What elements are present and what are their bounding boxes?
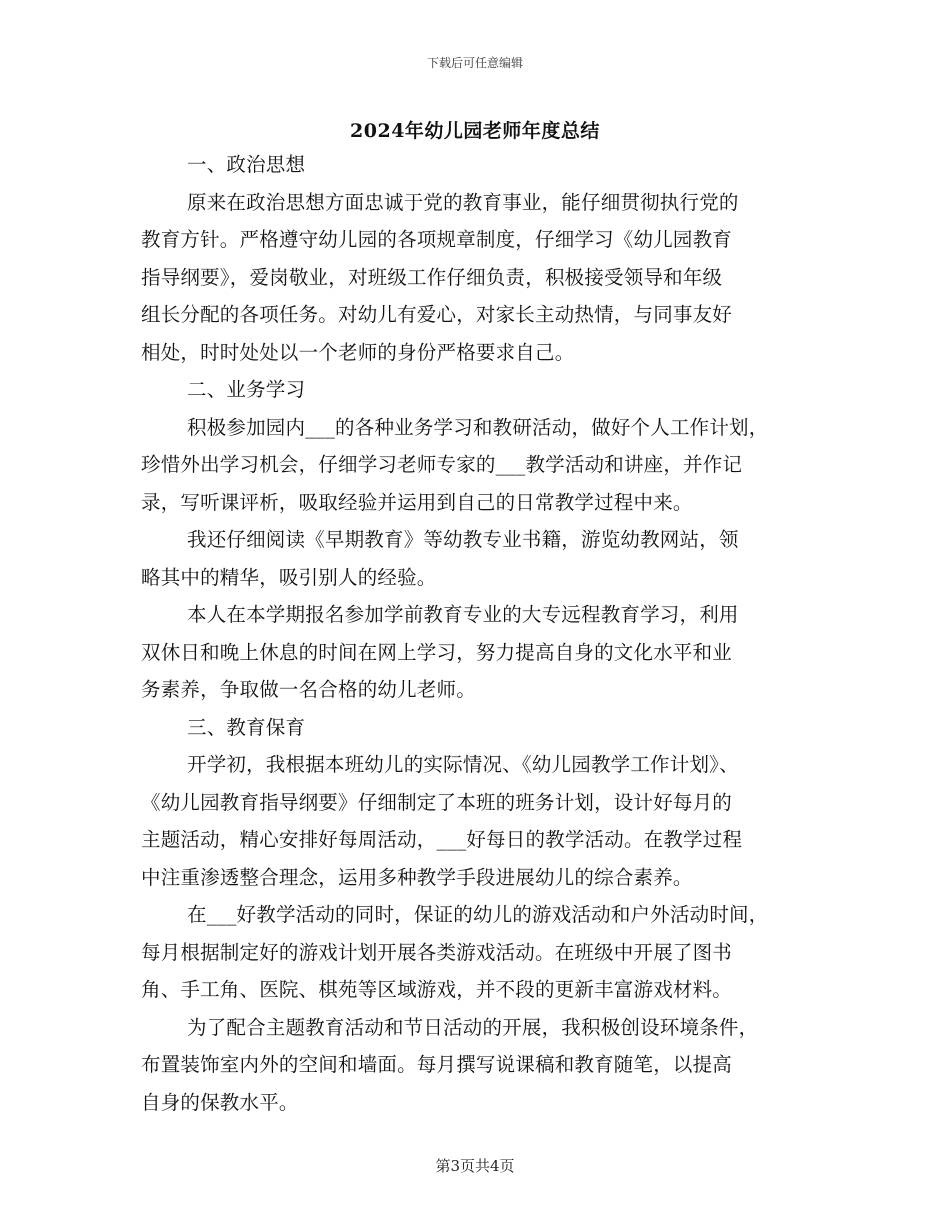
paragraph-line: 双休日和晚上休息的时间在网上学习，努力提高自身的文化水平和业 xyxy=(141,640,733,664)
paragraph-line: 积极参加园内___的各种业务学习和教研活动，做好个人工作计划， xyxy=(187,415,769,439)
section-heading-education: 三、教育保育 xyxy=(187,715,306,739)
document-body xyxy=(141,146,831,1121)
paragraph-line: 原来在政治思想方面忠诚于党的教育事业，能仔细贯彻执行党的 xyxy=(187,190,739,214)
paragraph-line: 为了配合主题教育活动和节日活动的开展，我积极创设环境条件， xyxy=(187,1015,759,1039)
paragraph-line: 开学初，我根据本班幼儿的实际情况、《幼儿园教学工作计划》、 xyxy=(187,753,739,776)
paragraph-line: 角、手工角、医院、棋苑等区域游戏，并不段的更新丰富游戏材料。 xyxy=(141,978,733,1001)
paragraph-line: 自身的保教水平。 xyxy=(141,1090,299,1114)
section-heading-study: 二、业务学习 xyxy=(187,378,306,401)
paragraph-line: 务素养，争取做一名合格的幼儿老师。 xyxy=(141,678,476,701)
paragraph-line: 本人在本学期报名参加学前教育专业的大专远程教育学习，利用 xyxy=(187,603,739,626)
paragraph-line: 中注重渗透整合理念，运用多种教学手段进展幼儿的综合素养。 xyxy=(141,865,693,889)
document-title: 2024年幼儿园老师年度总结 xyxy=(350,120,600,142)
paragraph-line: 《幼儿园教育指导纲要》仔细制定了本班的班务计划，设计好每月的 xyxy=(141,790,733,814)
header-note: 下载后可任意编辑 xyxy=(426,56,523,70)
paragraph-line: 珍惜外出学习机会，仔细学习老师专家的___教学活动和讲座，并作记 xyxy=(141,453,743,476)
paragraph-line: 在___好教学活动的同时，保证的幼儿的游戏活动和户外活动时间， xyxy=(187,903,769,926)
paragraph-line: 组长分配的各项任务。对幼儿有爱心，对家长主动热情，与同事友好 xyxy=(141,303,733,326)
paragraph-line: 相处，时时处处以一个老师的身份严格要求自己。 xyxy=(141,340,575,364)
paragraph-line: 录，写听课评析，吸取经验并运用到自己的日常教学过程中来。 xyxy=(141,490,693,514)
paragraph-line: 主题活动，精心安排好每周活动，___好每日的教学活动。在教学过程 xyxy=(141,828,743,851)
page-footer: 第3页共4页 xyxy=(435,1157,515,1175)
paragraph-line: 布置装饰室内外的空间和墙面。每月撰写说课稿和教育随笔，以提高 xyxy=(141,1053,733,1076)
paragraph-line: 每月根据制定好的游戏计划开展各类游戏活动。在班级中开展了图书 xyxy=(141,940,733,964)
section-heading-politics: 一、政治思想 xyxy=(187,153,306,176)
paragraph-line: 我还仔细阅读《早期教育》等幼教专业书籍，游览幼教网站，领 xyxy=(187,528,739,551)
paragraph-line: 略其中的精华，吸引别人的经验。 xyxy=(141,565,437,589)
paragraph-line: 指导纲要》，爱岗敬业，对班级工作仔细负责，积极接受领导和年级 xyxy=(141,265,723,289)
paragraph-line: 教育方针。严格遵守幼儿园的各项规章制度，仔细学习《幼儿园教育 xyxy=(141,228,733,251)
